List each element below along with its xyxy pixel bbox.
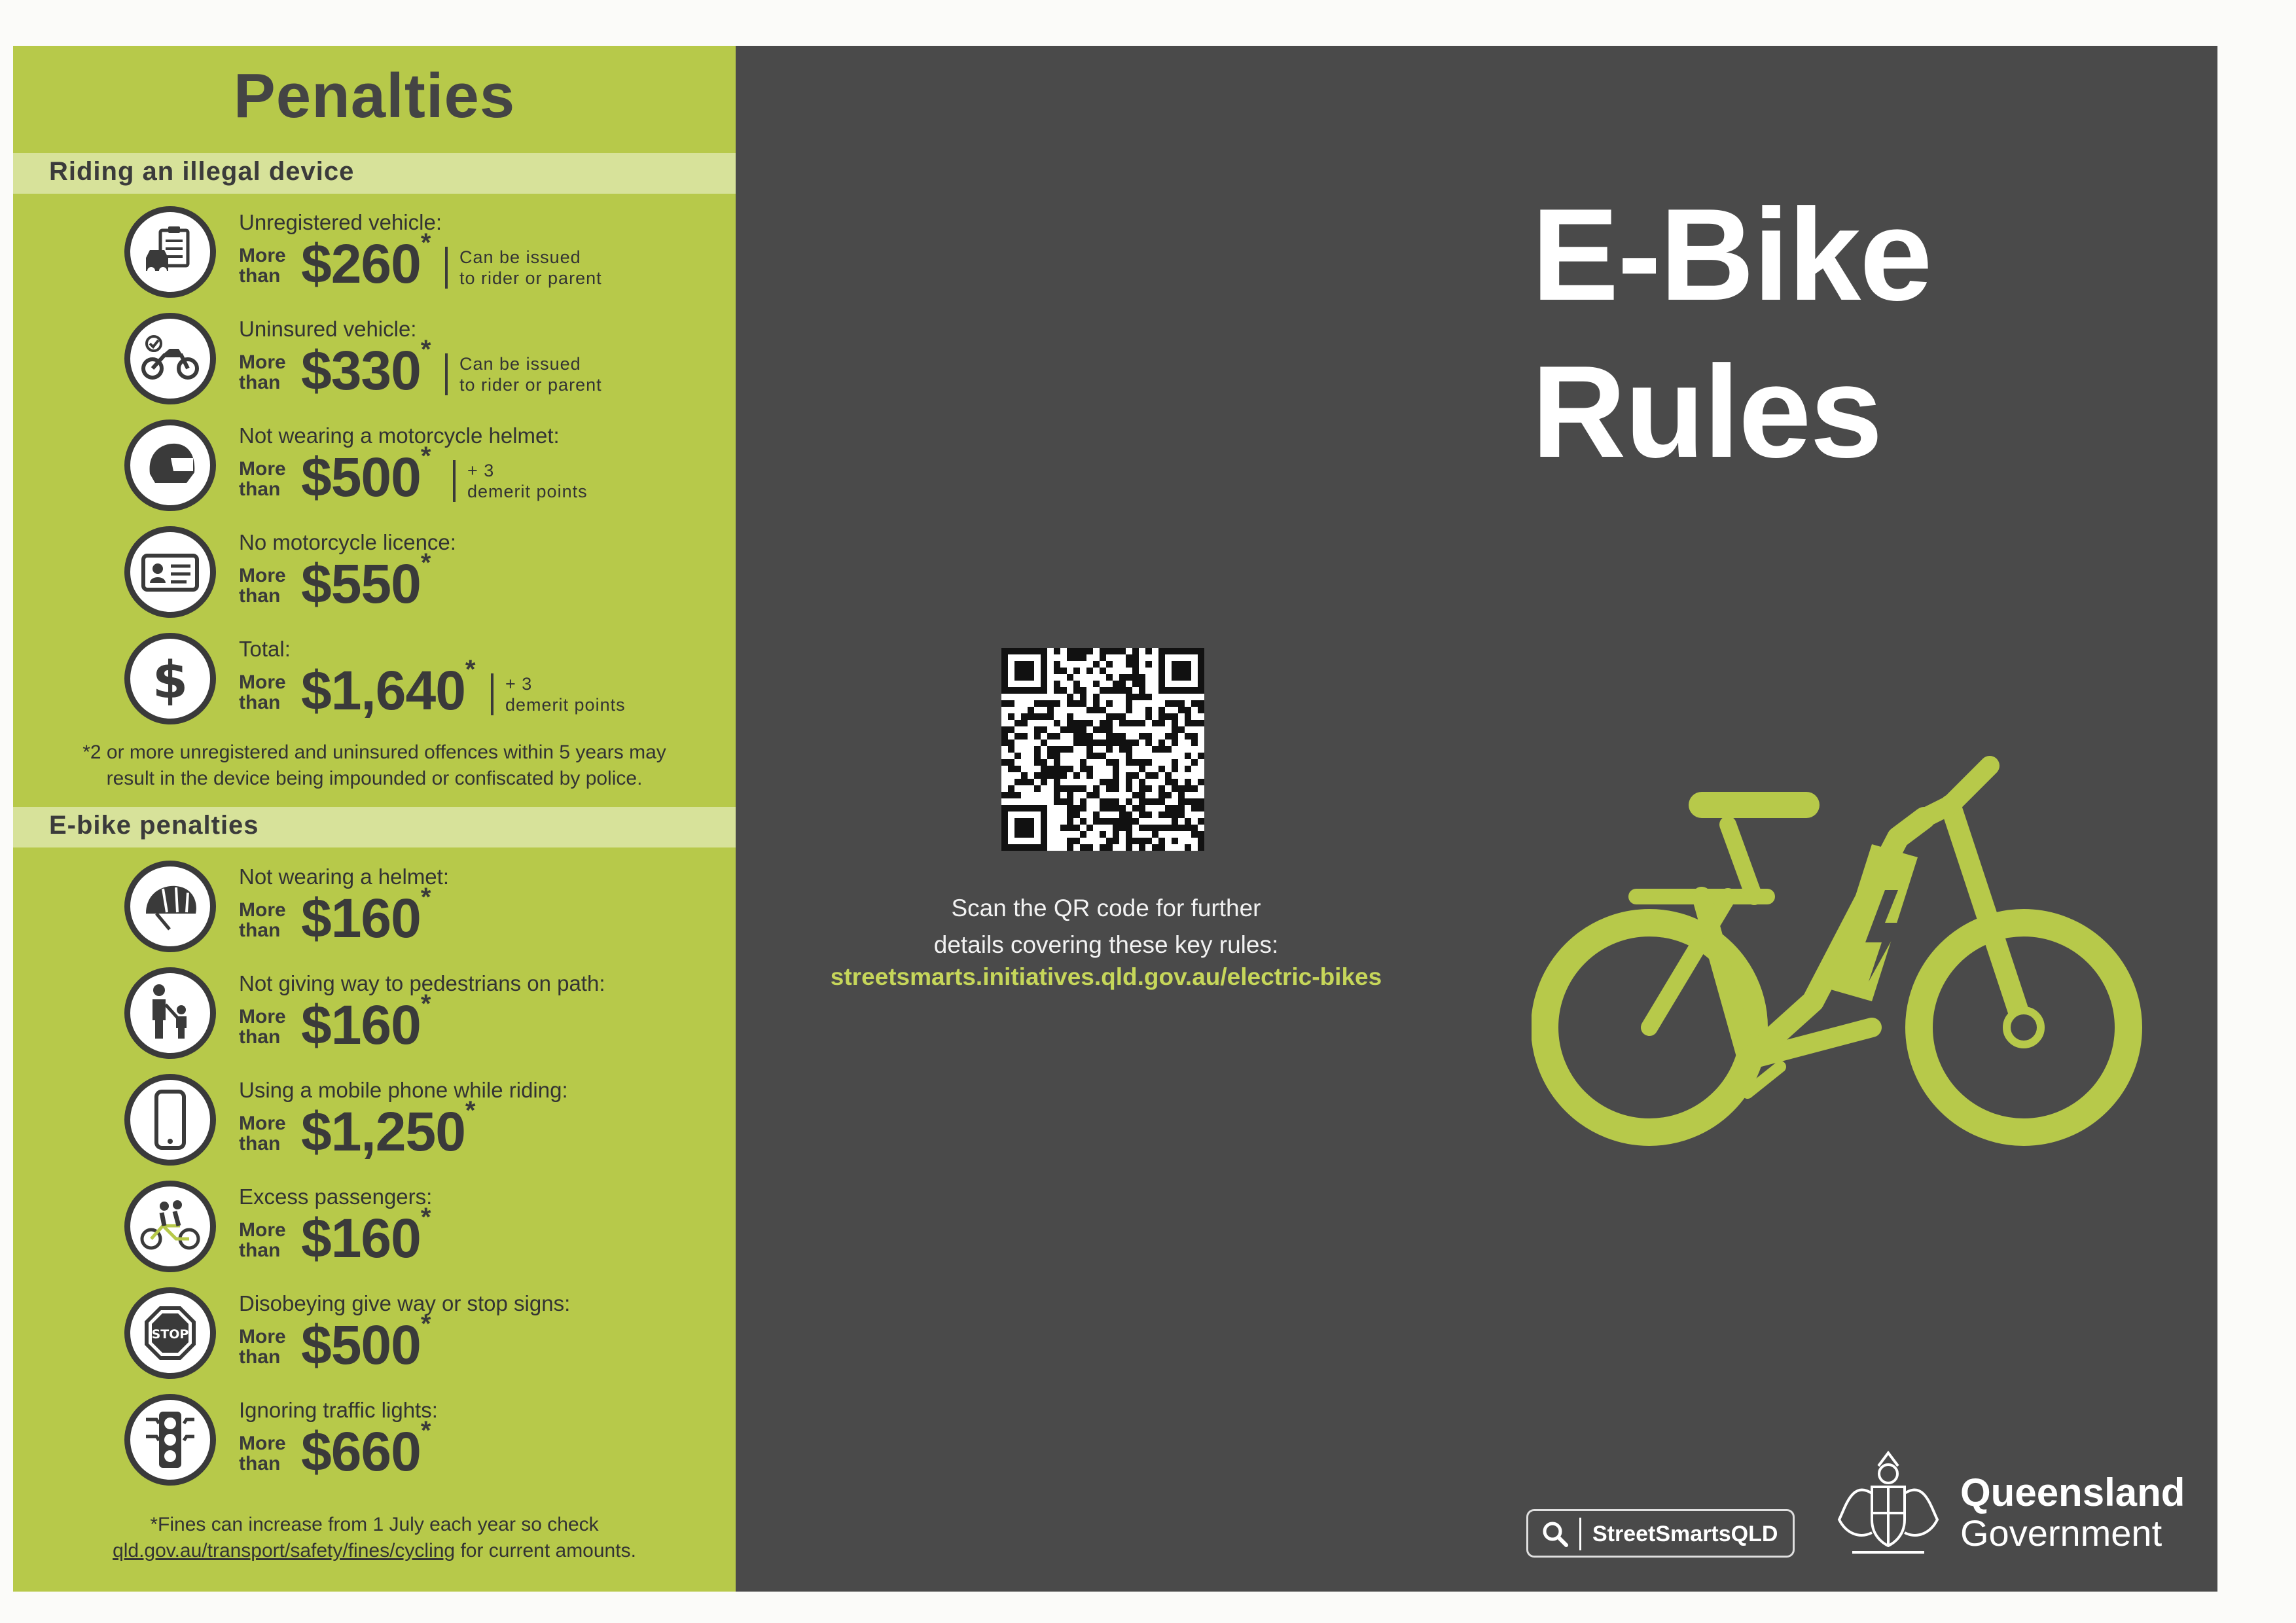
fines-link[interactable]: qld.gov.au/transport/safety/fines/cycling	[113, 1540, 456, 1561]
penalty-amount: $160*	[301, 990, 431, 1056]
penalty-label: Total:	[239, 637, 291, 661]
section-heading: E-bike penalties	[49, 811, 259, 840]
impound-footnote: *2 or more unregistered and uninsured offences within 5 years may result in the device being impounded or confiscated by police.	[82, 741, 666, 789]
more-than-label: More than	[239, 1326, 286, 1368]
penalty-note: Can be issued to rider or parent	[445, 247, 602, 289]
stop-sign-icon	[124, 1287, 216, 1379]
more-than-label: More than	[239, 671, 286, 713]
penalty-note: + 3 demerit points	[491, 673, 626, 715]
insured-motorbike-icon	[124, 313, 216, 404]
more-than-label: More than	[239, 1219, 286, 1261]
penalty-amount: $660*	[301, 1416, 431, 1482]
licence-card-icon	[124, 526, 216, 618]
streetsmarts-label: StreetSmartsQLD	[1592, 1522, 1778, 1546]
badge-divider	[1579, 1518, 1581, 1550]
bicycle-helmet-icon	[124, 861, 216, 952]
penalty-row-helmet	[13, 861, 736, 968]
motorcycle-helmet-icon	[124, 419, 216, 511]
penalty-label: Unregistered vehicle:	[239, 210, 442, 234]
penalty-row-total	[13, 633, 736, 740]
coat-of-arms-logo	[1826, 1448, 1950, 1559]
tandem-riders-icon	[124, 1181, 216, 1272]
penalty-label: Not wearing a motorcycle helmet:	[239, 423, 560, 448]
more-than-label: More than	[239, 458, 286, 500]
streetsmarts-search-badge[interactable]	[1526, 1509, 1795, 1558]
penalty-note: Can be issued to rider or parent	[445, 353, 602, 395]
penalty-label: Not wearing a helmet:	[239, 865, 449, 889]
section-heading: Riding an illegal device	[49, 157, 355, 186]
penalty-row-pedestrians	[13, 967, 736, 1075]
fines-footnote: *Fines can increase from 1 July each year so check qld.gov.au/transport/safety/fines/cycling for current amounts.	[113, 1514, 636, 1561]
qr-code[interactable]	[1001, 648, 1204, 851]
more-than-label: More than	[239, 1433, 286, 1474]
penalty-amount: $260*	[301, 228, 431, 294]
penalty-label: Using a mobile phone while riding:	[239, 1078, 568, 1102]
search-icon	[1540, 1519, 1570, 1549]
scan-instructions: Scan the QR code for further details covering these key rules:	[933, 895, 1279, 958]
penalty-amount: $500*	[301, 442, 431, 508]
penalty-amount: $500*	[301, 1310, 431, 1376]
ebike-illustration	[1532, 753, 2160, 1158]
government-name: Queensland	[1960, 1471, 2185, 1514]
section-band-illegal-device	[13, 153, 736, 194]
penalty-row-unregistered	[13, 206, 736, 313]
penalty-amount: $330*	[301, 335, 431, 401]
penalties-title: Penalties	[233, 61, 516, 131]
penalty-label: Disobeying give way or stop signs:	[239, 1291, 571, 1315]
penalty-row-stop-signs	[13, 1287, 736, 1395]
penalty-amount: $550*	[301, 548, 431, 615]
penalty-row-motorcycle-helmet	[13, 419, 736, 527]
penalties-panel	[13, 46, 736, 1592]
penalty-label: Ignoring traffic lights:	[239, 1398, 438, 1422]
penalty-label: Not giving way to pedestrians on path:	[239, 971, 605, 995]
mobile-phone-icon	[124, 1074, 216, 1166]
more-than-label: More than	[239, 899, 286, 941]
penalty-label: Excess passengers:	[239, 1185, 433, 1209]
svg-text:$: $	[152, 651, 188, 710]
penalty-row-licence	[13, 526, 736, 633]
penalty-amount: $160*	[301, 1203, 431, 1269]
penalty-row-uninsured	[13, 313, 736, 420]
more-than-label: More than	[239, 245, 286, 287]
more-than-label: More than	[239, 1113, 286, 1154]
section-band-ebike	[13, 807, 736, 847]
penalty-row-mobile-phone	[13, 1074, 736, 1181]
svg-text:STOP: STOP	[151, 1327, 189, 1342]
penalty-label: No motorcycle licence:	[239, 530, 456, 554]
more-than-label: More than	[239, 1006, 286, 1048]
pedestrians-icon	[124, 967, 216, 1059]
more-than-label: More than	[239, 351, 286, 393]
penalty-amount: $160*	[301, 883, 431, 949]
penalty-amount: $1,640*	[301, 655, 475, 721]
dollar-icon	[124, 633, 216, 724]
penalty-row-passengers	[13, 1181, 736, 1288]
penalty-note: + 3 demerit points	[453, 460, 588, 502]
cover-title: E-Bike Rules	[1532, 182, 1931, 485]
government-label: Government	[1960, 1512, 2162, 1554]
registration-checklist-icon	[124, 206, 216, 298]
penalty-amount: $1,250*	[301, 1096, 475, 1162]
traffic-light-icon	[124, 1394, 216, 1486]
penalty-row-traffic-lights	[13, 1394, 736, 1501]
info-url[interactable]: streetsmarts.initiatives.qld.gov.au/electric-bikes	[830, 963, 1382, 990]
more-than-label: More than	[239, 565, 286, 607]
penalty-label: Uninsured vehicle:	[239, 317, 417, 341]
